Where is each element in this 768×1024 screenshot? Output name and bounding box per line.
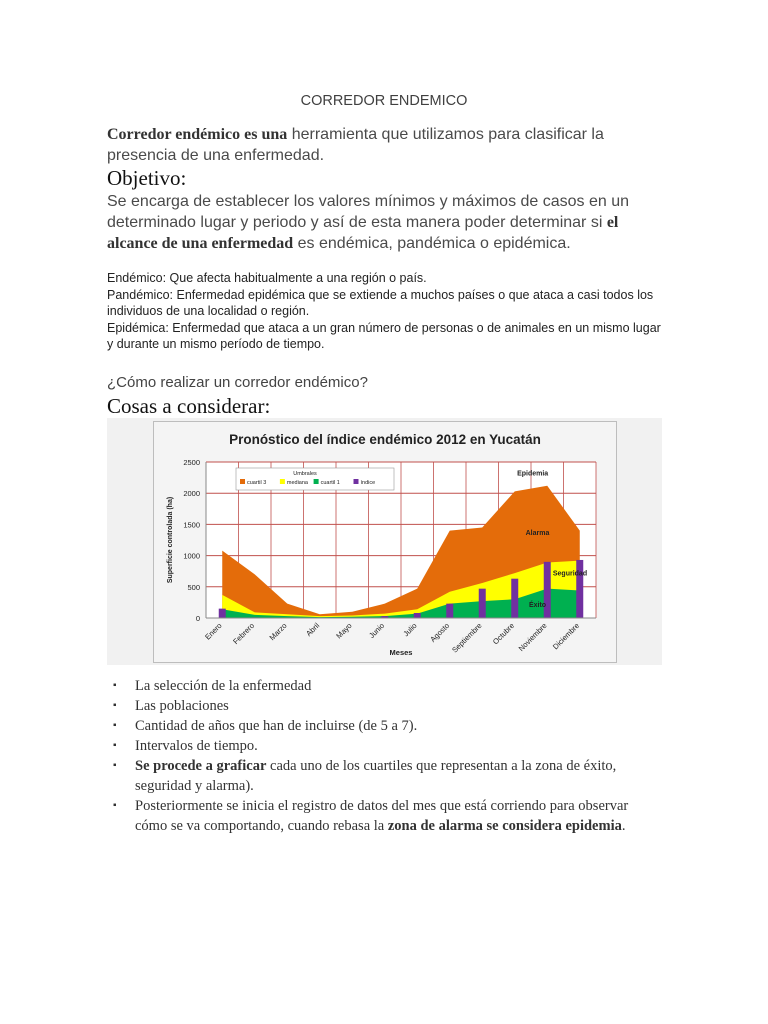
considerations-list [113,676,658,836]
x-tick-label: Septiembre [450,621,484,655]
bar-indice [446,604,453,618]
definition-epidemica: Epidémica: Enfermedad que ataca a un gran número de personas o de animales en un mismo lugar y durante un mismo período de tiempo. [107,320,661,351]
objetivo-bold: el alcance de una enfermedad [107,214,619,252]
y-tick-label: 2500 [183,458,200,467]
x-tick-label: Marzo [267,621,289,643]
legend-swatch [354,479,359,484]
list-item [113,716,658,736]
bar-indice [544,562,551,618]
list-item [113,796,658,836]
chart-container [107,418,662,665]
intro-text: herramienta que utilizamos para clasificar la presencia de una enfermedad. [107,126,604,164]
bullet-icon: ▪ [113,740,117,751]
definition-endemico: Endémico: Que afecta habitualmente a una región o país. [107,271,427,285]
x-tick-label: Julio [401,621,419,639]
bar-indice [511,579,518,618]
x-tick-label: Octubre [490,621,517,647]
legend-label: cuartil 3 [247,480,267,486]
zone-label: Epidemia [517,470,549,478]
bullet-icon: ▪ [113,720,117,731]
list-item-text: La selección de la enfermedad [135,678,312,694]
list-item [113,756,658,796]
list-item-text: Intervalos de tiempo. [135,738,258,754]
zone-label: Alarma [525,530,550,538]
list-item [113,696,658,716]
y-tick-label: 0 [195,614,200,623]
list-item-text: Posteriormente se inicia el registro de datos del mes que está corriendo para observar cómo se va comportando, cuando rebasa la [135,798,629,834]
page-title: CORREDOR ENDEMICO [300,93,468,109]
x-tick-label: Junio [367,621,387,641]
bar-indice [576,560,583,618]
legend-label: cuartil 1 [320,480,340,486]
objetivo-text-1: Se encarga de establecer los valores mínimos y máximos de casos en un determinado lugar y periodo y así de esta manera poder determinar si [107,193,630,231]
x-tick-label: Enero [203,621,224,642]
objetivo-paragraph [107,191,663,254]
x-axis-label: Meses [389,648,413,657]
intro-paragraph [107,124,667,166]
list-item-bold: Se procede a graficar [135,758,267,774]
definitions-block [107,270,667,353]
list-item-text: Cantidad de años que han de incluirse (de 5 a 7). [135,718,418,734]
legend-label: mediana [286,480,309,486]
y-tick-label: 2000 [183,489,200,499]
bullet-icon: ▪ [113,800,117,811]
legend-swatch [280,479,285,484]
list-item-text: cada uno de los cuartiles que representan a la zona de éxito, seguridad y alarma). [135,758,617,794]
intro-bold: Corredor endémico es una [107,126,288,143]
x-tick-label: Febrero [231,621,257,646]
chart-title: Pronóstico del índice endémico 2012 en Yucatán [229,432,541,447]
bullet-icon: ▪ [113,700,117,711]
y-tick-label: 500 [187,582,200,592]
objetivo-text-2: es endémica, pandémica o epidémica. [293,235,571,252]
y-axis-label: Superficie controlada (ha) [167,496,174,584]
list-item-bold: zona de alarma se considera epidemia [387,818,622,834]
legend-swatch [314,479,319,484]
endemic-corridor-chart [154,422,616,662]
x-tick-label: Diciembre [550,621,582,652]
list-item [113,676,658,696]
legend-label: índice [360,480,376,486]
definition-pandemico: Pandémico: Enfermedad epidémica que se extiende a muchos países o que ataca a casi todos los individuos de una localidad o región. [107,287,654,318]
x-tick-label: Noviembre [516,621,549,654]
y-tick-label: 1000 [183,551,200,561]
list-item [113,736,658,756]
objetivo-heading: Objetivo: [107,166,187,190]
y-tick-label: 1500 [183,520,200,530]
list-item-end: . [621,818,626,834]
bar-indice [414,613,421,618]
bar-indice [219,609,226,618]
legend-swatch [240,479,245,484]
list-item-text: Las poblaciones [135,698,229,714]
cosas-heading: Cosas a considerar: [107,394,271,418]
question-heading: ¿Cómo realizar un corredor endémico? [107,374,368,391]
x-tick-label: Mayo [334,621,354,641]
zone-label: Éxito [528,601,547,609]
zone-label: Seguridad [552,570,588,578]
bar-indice [479,589,486,618]
legend-title: Umbrales [293,471,317,477]
x-tick-label: Abril [304,621,322,639]
chart-frame [153,421,617,663]
bullet-icon: ▪ [113,760,117,771]
bullet-icon: ▪ [113,680,117,691]
x-tick-label: Agosto [428,621,452,644]
